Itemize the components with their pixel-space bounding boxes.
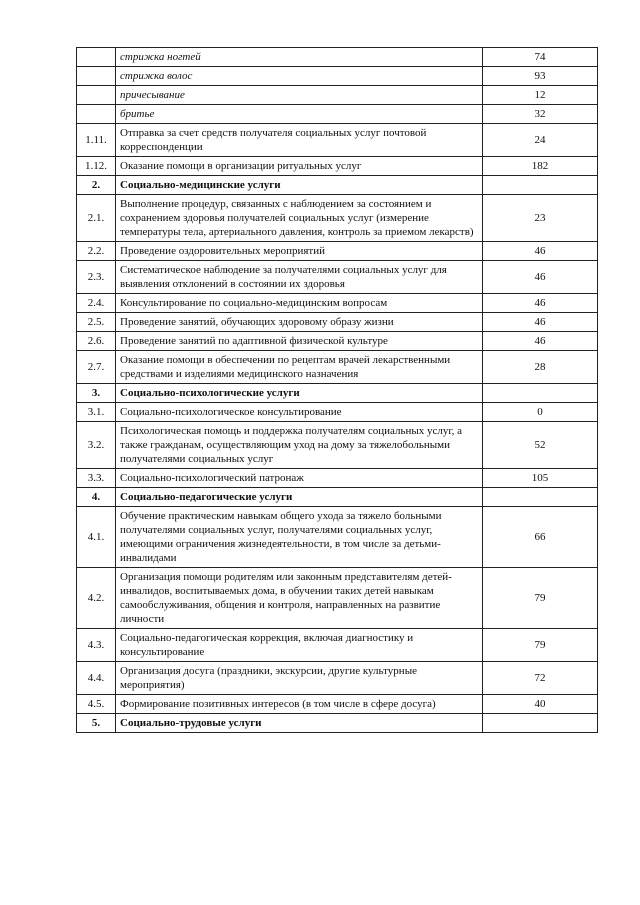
service-name: Социально-педагогические услуги bbox=[116, 488, 483, 507]
service-count: 46 bbox=[483, 313, 598, 332]
service-name: Оказание помощи в организации ритуальных услуг bbox=[116, 157, 483, 176]
table-row bbox=[77, 294, 598, 313]
service-name: Проведение занятий, обучающих здоровому образу жизни bbox=[116, 313, 483, 332]
service-count: 66 bbox=[483, 507, 598, 568]
row-number: 2.7. bbox=[77, 351, 116, 384]
service-count: 28 bbox=[483, 351, 598, 384]
row-number: 4.1. bbox=[77, 507, 116, 568]
service-name: Социально-трудовые услуги bbox=[116, 714, 483, 733]
table-row bbox=[77, 507, 598, 568]
section-row bbox=[77, 176, 598, 195]
service-count: 0 bbox=[483, 403, 598, 422]
row-number: 4.4. bbox=[77, 662, 116, 695]
row-number: 2. bbox=[77, 176, 116, 195]
service-name: стрижка ногтей bbox=[116, 48, 483, 67]
service-count bbox=[483, 176, 598, 195]
row-number: 4.5. bbox=[77, 695, 116, 714]
row-number: 2.2. bbox=[77, 242, 116, 261]
table-row bbox=[77, 105, 598, 124]
service-name: Систематическое наблюдение за получателями социальных услуг для выявления отклонений в состоянии их здоровья bbox=[116, 261, 483, 294]
service-name: Социально-психологические услуги bbox=[116, 384, 483, 403]
service-name: Социально-педагогическая коррекция, включая диагностику и консультирование bbox=[116, 629, 483, 662]
table-row bbox=[77, 568, 598, 629]
service-count: 46 bbox=[483, 242, 598, 261]
table-row bbox=[77, 629, 598, 662]
service-name: Формирование позитивных интересов (в том числе в сфере досуга) bbox=[116, 695, 483, 714]
table-row bbox=[77, 313, 598, 332]
services-table bbox=[76, 47, 598, 733]
table-row bbox=[77, 195, 598, 242]
service-name: Организация досуга (праздники, экскурсии, другие культурные мероприятия) bbox=[116, 662, 483, 695]
service-count: 46 bbox=[483, 332, 598, 351]
service-count: 79 bbox=[483, 629, 598, 662]
service-name: стрижка волос bbox=[116, 67, 483, 86]
row-number: 3.3. bbox=[77, 469, 116, 488]
row-number: 2.1. bbox=[77, 195, 116, 242]
service-name: Социально-медицинские услуги bbox=[116, 176, 483, 195]
service-name: Социально-психологический патронаж bbox=[116, 469, 483, 488]
service-name: Оказание помощи в обеспечении по рецептам врачей лекарственными средствами и изделиями медицинского назначения bbox=[116, 351, 483, 384]
table-row bbox=[77, 242, 598, 261]
row-number: 4. bbox=[77, 488, 116, 507]
service-count bbox=[483, 714, 598, 733]
section-row bbox=[77, 488, 598, 507]
table-row bbox=[77, 662, 598, 695]
row-number: 2.5. bbox=[77, 313, 116, 332]
service-count: 40 bbox=[483, 695, 598, 714]
row-number: 2.4. bbox=[77, 294, 116, 313]
table-row bbox=[77, 695, 598, 714]
table-row bbox=[77, 469, 598, 488]
services-table-body bbox=[77, 48, 598, 733]
service-count: 74 bbox=[483, 48, 598, 67]
service-name: Проведение занятий по адаптивной физической культуре bbox=[116, 332, 483, 351]
row-number: 3.2. bbox=[77, 422, 116, 469]
service-name: Организация помощи родителям или законным представителям детей-инвалидов, воспитываемых дома, в обучении таких детей навыкам самообслуживания, общения и контроля, направленных на развитие личности bbox=[116, 568, 483, 629]
table-row bbox=[77, 332, 598, 351]
table-row bbox=[77, 422, 598, 469]
service-count: 12 bbox=[483, 86, 598, 105]
service-count: 32 bbox=[483, 105, 598, 124]
service-count: 46 bbox=[483, 294, 598, 313]
row-number bbox=[77, 86, 116, 105]
table-row bbox=[77, 261, 598, 294]
table-row bbox=[77, 124, 598, 157]
row-number: 1.12. bbox=[77, 157, 116, 176]
row-number: 2.6. bbox=[77, 332, 116, 351]
row-number: 2.3. bbox=[77, 261, 116, 294]
table-row bbox=[77, 48, 598, 67]
service-count: 72 bbox=[483, 662, 598, 695]
row-number: 4.3. bbox=[77, 629, 116, 662]
service-count: 52 bbox=[483, 422, 598, 469]
row-number bbox=[77, 67, 116, 86]
row-number: 3.1. bbox=[77, 403, 116, 422]
service-name: Психологическая помощь и поддержка получателям социальных услуг, а также гражданам, осуществляющим уход на дому за тяжелобольными получателями социальных услуг bbox=[116, 422, 483, 469]
table-row bbox=[77, 86, 598, 105]
row-number: 5. bbox=[77, 714, 116, 733]
section-row bbox=[77, 714, 598, 733]
table-row bbox=[77, 157, 598, 176]
section-row bbox=[77, 384, 598, 403]
row-number: 4.2. bbox=[77, 568, 116, 629]
service-count bbox=[483, 384, 598, 403]
table-row bbox=[77, 403, 598, 422]
service-count: 79 bbox=[483, 568, 598, 629]
row-number: 3. bbox=[77, 384, 116, 403]
service-name: Выполнение процедур, связанных с наблюдением за состоянием и сохранением здоровья получателей социальных услуг (измерение температуры тела, артериального давления, контроль за приемом лекарств) bbox=[116, 195, 483, 242]
service-count: 182 bbox=[483, 157, 598, 176]
service-count: 24 bbox=[483, 124, 598, 157]
service-count: 23 bbox=[483, 195, 598, 242]
row-number bbox=[77, 105, 116, 124]
service-name: причесывание bbox=[116, 86, 483, 105]
table-row bbox=[77, 67, 598, 86]
service-name: Консультирование по социально-медицинским вопросам bbox=[116, 294, 483, 313]
service-name: бритье bbox=[116, 105, 483, 124]
service-name: Социально-психологическое консультирование bbox=[116, 403, 483, 422]
service-count: 93 bbox=[483, 67, 598, 86]
service-name: Отправка за счет средств получателя социальных услуг почтовой корреспонденции bbox=[116, 124, 483, 157]
service-count: 105 bbox=[483, 469, 598, 488]
service-count: 46 bbox=[483, 261, 598, 294]
row-number bbox=[77, 48, 116, 67]
service-name: Обучение практическим навыкам общего ухода за тяжело больными получателями социальных услуг, получателями социальных услуг, имеющими ограничения жизнедеятельности, в том числе за детьми-инвалидами bbox=[116, 507, 483, 568]
table-row bbox=[77, 351, 598, 384]
service-count bbox=[483, 488, 598, 507]
service-name: Проведение оздоровительных мероприятий bbox=[116, 242, 483, 261]
row-number: 1.11. bbox=[77, 124, 116, 157]
